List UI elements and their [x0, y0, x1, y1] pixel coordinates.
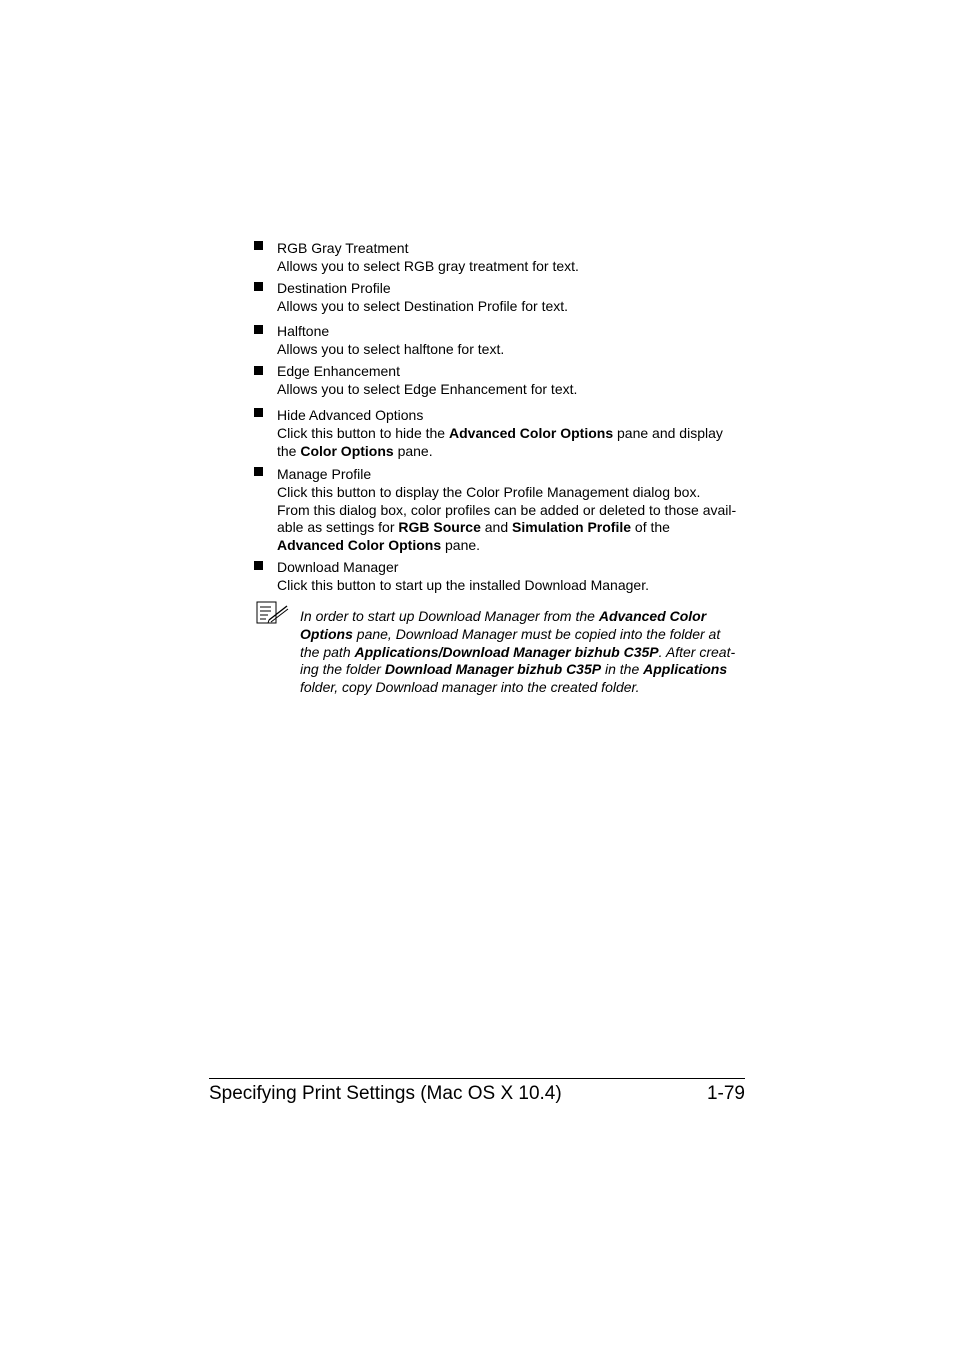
bullet-square-icon [254, 408, 263, 417]
text-run: Allows you to select halftone for text. [277, 340, 505, 357]
item-description [277, 298, 747, 316]
note-line [300, 679, 750, 697]
text-run: Allows you to select Destination Profile for text. [277, 297, 569, 314]
item-title: Destination Profile [277, 280, 391, 296]
text-run: Allows you to select RGB gray treatment for text. [277, 257, 579, 274]
item-description [277, 502, 747, 520]
text-run: the path [300, 643, 355, 660]
emphasis-text: Download Manager bizhub C35P [384, 661, 602, 678]
list-item [277, 466, 747, 555]
list-item [277, 280, 747, 316]
note-line [300, 626, 750, 644]
list-item [277, 323, 747, 359]
item-description [277, 537, 747, 555]
item-title: Hide Advanced Options [277, 407, 424, 423]
bullet-square-icon [254, 282, 263, 291]
text-run: pane and display [613, 424, 723, 441]
list-item [277, 363, 747, 399]
bullet-square-icon [254, 561, 263, 570]
text-run: the [277, 442, 301, 459]
note-line [300, 608, 750, 626]
bullet-square-icon [254, 325, 263, 334]
text-run: in the [601, 661, 644, 678]
emphasis-text: Color Options [300, 442, 394, 459]
item-description [277, 443, 747, 461]
emphasis-text: Advanced Color [598, 608, 707, 624]
item-title: Manage Profile [277, 466, 372, 482]
text-run: pane. [393, 442, 433, 459]
text-run: Click this button to hide the [277, 424, 449, 441]
text-run: ing the folder [300, 661, 385, 678]
bullet-square-icon [254, 241, 263, 250]
item-title: Edge Enhancement [277, 363, 400, 379]
emphasis-text: Advanced Color Options [277, 537, 442, 554]
text-run: Click this button to start up the installed Download Manager. [277, 576, 649, 593]
list-item [277, 559, 747, 595]
note-line [300, 661, 750, 679]
text-run: Allows you to select Edge Enhancement for text. [277, 380, 578, 397]
footer-rule [209, 1078, 745, 1079]
item-description [277, 519, 747, 537]
emphasis-text: Simulation Profile [512, 519, 632, 536]
item-description [277, 341, 747, 359]
list-item [277, 407, 747, 460]
item-title: RGB Gray Treatment [277, 240, 409, 256]
item-description [277, 258, 747, 276]
text-run: pane, Download Manager must be copied into the folder at [352, 625, 721, 642]
text-run: pane. [441, 537, 481, 554]
text-run: Click this button to display the Color Profile Management dialog box. [277, 483, 701, 500]
text-run: able as settings for [277, 519, 399, 536]
text-run: In order to start up Download Manager from the [300, 608, 599, 624]
emphasis-text: Applications/Download Manager bizhub C35P [354, 643, 659, 660]
text-run: and [480, 519, 513, 536]
footer-section-title: Specifying Print Settings (Mac OS X 10.4) [209, 1083, 562, 1104]
emphasis-text: Advanced Color Options [449, 424, 614, 441]
item-description [277, 425, 747, 443]
text-run: . After creat- [658, 643, 736, 660]
text-run: of the [631, 519, 670, 536]
note-line [300, 644, 750, 662]
text-run: folder, copy Download manager into the created folder. [300, 679, 640, 696]
page-number: 1-79 [706, 1083, 745, 1104]
item-description [277, 577, 747, 595]
item-title: Halftone [277, 323, 330, 339]
text-run: From this dialog box, color profiles can be added or deleted to those avail- [277, 501, 737, 518]
item-title: Download Manager [277, 559, 399, 575]
list-item [277, 240, 747, 276]
bullet-square-icon [254, 366, 263, 375]
item-description [277, 381, 747, 399]
note-pencil-icon [256, 601, 290, 625]
item-description [277, 484, 747, 502]
emphasis-text: RGB Source [398, 519, 481, 536]
emphasis-text: Applications [643, 661, 728, 678]
emphasis-text: Options [300, 625, 353, 642]
bullet-square-icon [254, 467, 263, 476]
note-text [300, 608, 750, 697]
